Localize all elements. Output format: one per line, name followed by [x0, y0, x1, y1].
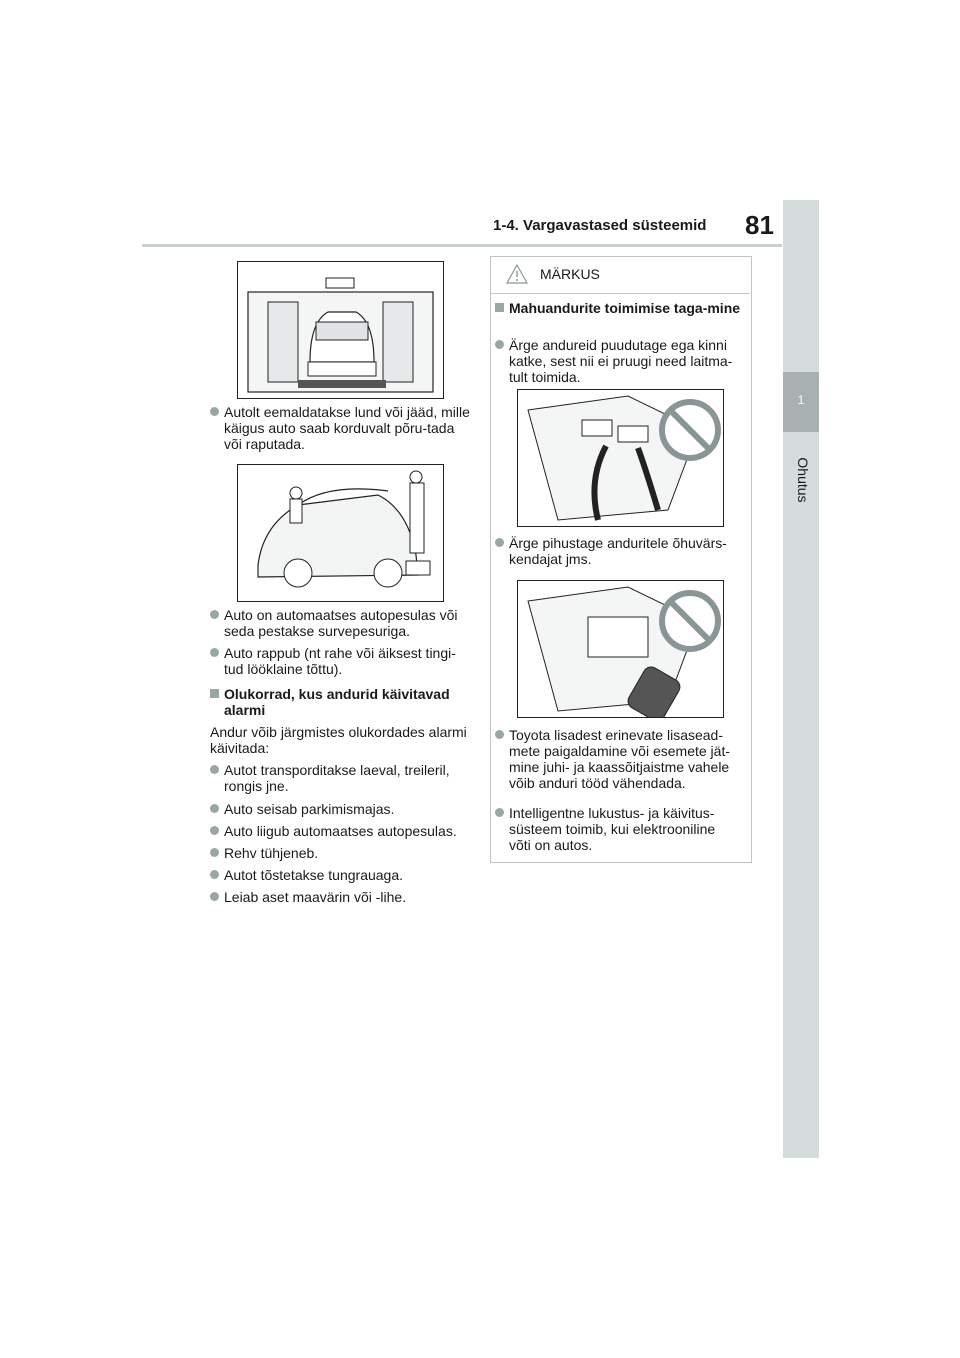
section-title: 1-4. Vargavastased süsteemid	[493, 217, 707, 234]
spray-prohibited-illustration	[517, 580, 724, 718]
bullet-car-wash-pressure: Auto on automaatses autopesulas või seda pestakse survepesuriga.	[210, 607, 474, 639]
chapter-number: 1	[797, 393, 805, 407]
list-item: Autot transporditakse laeval, treileril, rongis jne.	[210, 762, 474, 794]
list-item: Auto liigub automaatses autopesulas.	[210, 823, 474, 839]
page-number: 81	[745, 210, 774, 240]
notice-title: MÄRKUS	[540, 266, 600, 282]
list-item: Auto seisab parkimismajas.	[210, 801, 474, 817]
bullet-no-air-freshener: Ärge pihustage anduritele õhuvärs-kendajat jms.	[495, 535, 739, 567]
list-item: Rehv tühjeneb.	[210, 845, 474, 861]
bullet-do-not-touch-sensors: Ärge andureid puudutage ega kinni katke, sest nii ei pruugi need laitma-tult toimida.	[495, 337, 739, 385]
list-item: Autot tõstetakse tungrauaga.	[210, 867, 474, 883]
bullet-car-shakes: Auto rappub (nt rahe või äiksest tingi-tud lööklaine tõttu).	[210, 645, 474, 677]
bullet-accessory-interference: Toyota lisadest erinevate lisasead-mete paigaldamine või esemete jät-mine juhi- ja kaassõitjaistme vahele võib anduri tööd vähendada.	[495, 727, 739, 791]
intro-paragraph: Andur võib järgmistes olukordades alarmi käivitada:	[210, 724, 467, 756]
notice-header	[490, 256, 750, 294]
car-wash-illustration	[237, 261, 444, 399]
bullet-snow-ice-removal: Autolt eemaldatakse lund või jääd, mille käigus auto saab korduvalt põru-tada või raputada.	[210, 404, 474, 452]
chapter-label: Ohutus	[795, 457, 811, 503]
heading-alarm-situations: Olukorrad, kus andurid käivitavad alarmi	[210, 686, 474, 718]
bullet-smart-key-system: Intelligentne lukustus- ja käivitus-süsteem toimib, kui elektrooniline võti on autos.	[495, 805, 739, 853]
list-item: Leiab aset maavärin või -lihe.	[210, 889, 474, 905]
snow-removal-illustration	[237, 464, 444, 602]
header-divider	[142, 244, 782, 247]
heading-sensor-operation: Mahuandurite toimimise taga-mine	[495, 300, 749, 316]
sensor-touch-prohibited-illustration	[517, 389, 724, 527]
chapter-side-tab	[783, 200, 819, 1158]
warning-triangle-icon	[506, 264, 528, 289]
